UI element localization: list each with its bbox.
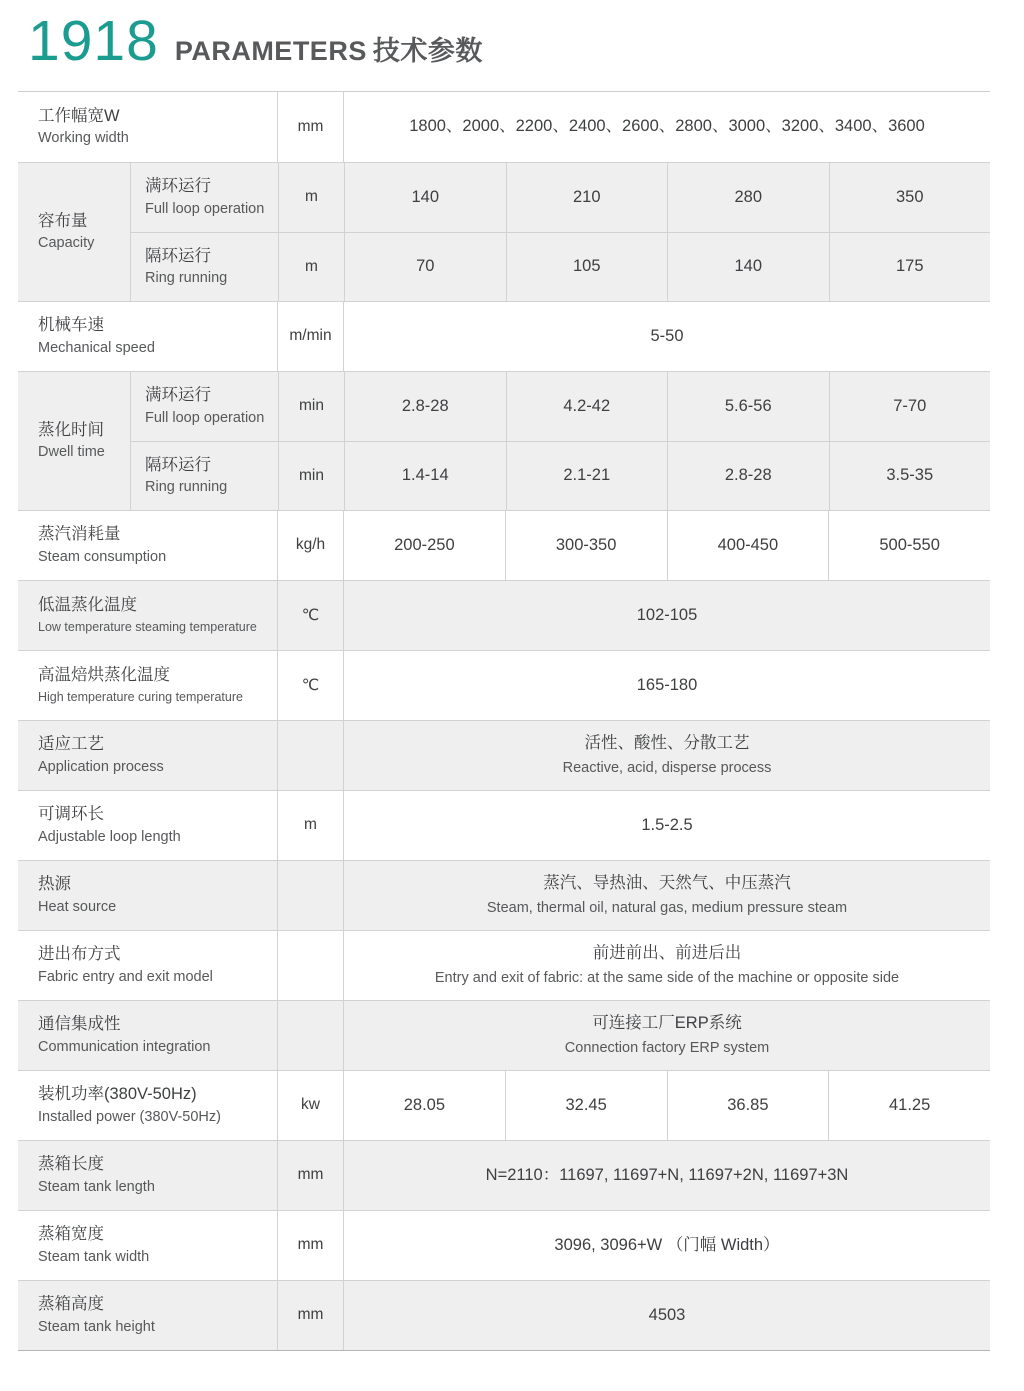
span-value-line1: 4503 xyxy=(648,1305,686,1324)
row-label-zh: 低温蒸化温度 xyxy=(38,596,137,615)
sub-row xyxy=(131,441,990,510)
unit-cell xyxy=(277,931,343,1000)
value-cell: 140 xyxy=(667,233,829,301)
unit-cell: mm xyxy=(277,92,343,162)
value-cell: 1.4-14 xyxy=(344,442,506,510)
table-row xyxy=(18,92,990,162)
span-value-line1: 1.5-2.5 xyxy=(641,815,693,834)
sub-rows xyxy=(130,163,990,301)
row-label-en: Installed power (380V-50Hz) xyxy=(38,1108,221,1125)
row-label-zh: 蒸化时间 xyxy=(38,420,104,439)
row-label-en: Full loop operation xyxy=(145,200,265,217)
value-cell: 175 xyxy=(829,233,991,301)
sub-rows xyxy=(130,372,990,510)
row-label xyxy=(18,372,130,510)
span-value-cell xyxy=(343,1281,990,1350)
unit-cell: kw xyxy=(277,1071,343,1140)
value-cell: 350 xyxy=(829,163,991,232)
span-value-line2: Connection factory ERP system xyxy=(564,1040,770,1057)
row-label-en: Steam consumption xyxy=(38,548,167,565)
row-label-zh: 蒸箱宽度 xyxy=(38,1225,104,1244)
unit-cell: m/min xyxy=(277,302,343,371)
table-row xyxy=(18,720,990,790)
span-value-line2: Steam, thermal oil, natural gas, medium pressure steam xyxy=(486,900,848,917)
sub-row xyxy=(131,372,990,441)
row-label-en: Full loop operation xyxy=(145,409,265,426)
span-value-line1: 3096, 3096+W （门幅 Width） xyxy=(554,1235,780,1254)
value-cell: 500-550 xyxy=(828,511,990,580)
row-label xyxy=(18,511,277,580)
span-value-cell xyxy=(343,791,990,860)
span-value-line1: 1800、2000、2200、2400、2600、2800、3000、3200、3400、3600 xyxy=(409,117,925,136)
page-title xyxy=(175,29,483,68)
span-value-line1: 5-50 xyxy=(650,326,684,345)
table-row xyxy=(18,510,990,580)
value-cell: 2.8-28 xyxy=(667,442,829,510)
unit-cell xyxy=(277,1001,343,1070)
unit-cell: mm xyxy=(277,1141,343,1210)
value-cell: 300-350 xyxy=(505,511,667,580)
row-label-en: Steam tank width xyxy=(38,1248,150,1265)
unit-cell xyxy=(277,721,343,790)
row-label-zh: 蒸箱长度 xyxy=(38,1155,104,1174)
unit-cell: kg/h xyxy=(277,511,343,580)
span-value-cell xyxy=(343,302,990,371)
row-label-zh: 通信集成性 xyxy=(38,1015,121,1034)
row-label-en: Ring running xyxy=(145,479,228,496)
page-header xyxy=(18,10,990,73)
row-label xyxy=(131,163,278,232)
unit-cell: m xyxy=(277,791,343,860)
row-label xyxy=(18,1001,277,1070)
row-label-en: High temperature curing temperature xyxy=(38,690,243,704)
span-value-cell xyxy=(343,92,990,162)
row-label xyxy=(18,1281,277,1350)
value-cell: 140 xyxy=(344,163,506,232)
unit-cell: mm xyxy=(277,1211,343,1280)
row-label-zh: 高温焙烘蒸化温度 xyxy=(38,666,170,685)
unit-cell: min xyxy=(278,442,344,510)
row-label-zh: 容布量 xyxy=(38,211,88,230)
span-value-cell xyxy=(343,1141,990,1210)
row-label-zh: 装机功率(380V-50Hz) xyxy=(38,1085,197,1104)
row-label xyxy=(131,442,278,510)
row-label xyxy=(131,372,278,441)
row-label-en: Capacity xyxy=(38,235,95,252)
model-number: 1918 xyxy=(28,9,159,73)
span-value-line1: 可连接工厂ERP系统 xyxy=(592,1014,742,1033)
page-title-zh: 技术参数 xyxy=(372,36,483,66)
row-label-en: Fabric entry and exit model xyxy=(38,968,213,985)
row-label-en: Dwell time xyxy=(38,444,105,461)
span-value-line2: Reactive, acid, disperse process xyxy=(562,760,772,777)
span-value-line2: Entry and exit of fabric: at the same side of the machine or opposite side xyxy=(434,970,900,987)
row-label-zh: 进出布方式 xyxy=(38,945,121,964)
unit-cell: mm xyxy=(277,1281,343,1350)
row-label xyxy=(18,163,130,301)
row-label xyxy=(18,302,277,371)
span-value-cell xyxy=(343,651,990,720)
row-label-en: Adjustable loop length xyxy=(38,828,181,845)
value-cell: 3.5-35 xyxy=(829,442,991,510)
row-label-en: Communication integration xyxy=(38,1038,211,1055)
row-label-en: Ring running xyxy=(145,270,228,287)
unit-cell: min xyxy=(278,372,344,441)
table-row xyxy=(18,1000,990,1070)
row-label xyxy=(18,861,277,930)
row-label xyxy=(18,1071,277,1140)
table-row xyxy=(18,371,990,510)
unit-cell xyxy=(277,861,343,930)
table-row xyxy=(18,301,990,371)
value-cell: 4.2-42 xyxy=(506,372,668,441)
value-cell: 2.8-28 xyxy=(344,372,506,441)
row-label-zh: 隔环运行 xyxy=(145,246,211,265)
span-value-cell xyxy=(343,861,990,930)
row-label-zh: 满环运行 xyxy=(145,177,211,196)
value-cell: 36.85 xyxy=(667,1071,829,1140)
row-label-en: Steam tank height xyxy=(38,1318,155,1335)
row-label xyxy=(18,92,277,162)
value-cell: 280 xyxy=(667,163,829,232)
row-label-zh: 工作幅宽W xyxy=(38,106,120,125)
row-label xyxy=(18,1211,277,1280)
span-value-line1: N=2110：11697, 11697+N, 11697+2N, 11697+3N xyxy=(485,1165,849,1184)
value-cell: 5.6-56 xyxy=(667,372,829,441)
value-cell: 200-250 xyxy=(343,511,505,580)
span-value-line1: 前进前出、前进后出 xyxy=(592,944,742,963)
table-row xyxy=(18,580,990,650)
span-value-line1: 活性、酸性、分散工艺 xyxy=(584,734,750,753)
sub-row xyxy=(131,163,990,232)
unit-cell: m xyxy=(278,163,344,232)
row-label xyxy=(18,721,277,790)
row-label-zh: 机械车速 xyxy=(38,316,104,335)
span-value-cell xyxy=(343,1001,990,1070)
value-cell: 32.45 xyxy=(505,1071,667,1140)
table-row xyxy=(18,790,990,860)
page-title-en: PARAMETERS xyxy=(174,36,367,66)
sub-row xyxy=(131,232,990,301)
table-row xyxy=(18,1140,990,1210)
row-label-zh: 可调环长 xyxy=(38,805,104,824)
parameters-table xyxy=(18,91,990,1351)
value-cell: 105 xyxy=(506,233,668,301)
table-row xyxy=(18,1280,990,1350)
value-cell: 41.25 xyxy=(828,1071,990,1140)
row-label-en: Working width xyxy=(38,130,129,147)
row-label xyxy=(18,931,277,1000)
row-label-zh: 适应工艺 xyxy=(38,735,104,754)
table-row xyxy=(18,650,990,720)
row-label xyxy=(131,233,278,301)
value-cell: 7-70 xyxy=(829,372,991,441)
row-label-zh: 热源 xyxy=(38,875,71,894)
span-value-line1: 102-105 xyxy=(636,605,698,624)
span-value-cell xyxy=(343,931,990,1000)
row-label-en: Mechanical speed xyxy=(38,339,155,356)
row-label-en: Steam tank length xyxy=(38,1178,155,1195)
value-cell: 28.05 xyxy=(343,1071,505,1140)
row-label-zh: 蒸箱高度 xyxy=(38,1295,104,1314)
row-label-en: Low temperature steaming temperature xyxy=(38,620,257,634)
row-label xyxy=(18,581,277,650)
row-label-zh: 隔环运行 xyxy=(145,455,211,474)
unit-cell: ℃ xyxy=(277,581,343,650)
row-label xyxy=(18,651,277,720)
table-row xyxy=(18,1070,990,1140)
value-cell: 70 xyxy=(344,233,506,301)
table-row xyxy=(18,1210,990,1280)
value-cell: 2.1-21 xyxy=(506,442,668,510)
value-cell: 400-450 xyxy=(667,511,829,580)
row-label xyxy=(18,1141,277,1210)
span-value-cell xyxy=(343,721,990,790)
row-label-zh: 蒸汽消耗量 xyxy=(38,525,121,544)
row-label-en: Application process xyxy=(38,758,164,775)
span-value-cell xyxy=(343,581,990,650)
row-label-zh: 满环运行 xyxy=(145,386,211,405)
unit-cell: m xyxy=(278,233,344,301)
row-label xyxy=(18,791,277,860)
span-value-cell xyxy=(343,1211,990,1280)
table-row xyxy=(18,162,990,301)
span-value-line1: 165-180 xyxy=(636,675,698,694)
span-value-line1: 蒸汽、导热油、天然气、中压蒸汽 xyxy=(543,874,791,893)
row-label-en: Heat source xyxy=(38,898,117,915)
unit-cell: ℃ xyxy=(277,651,343,720)
table-row xyxy=(18,860,990,930)
table-row xyxy=(18,930,990,1000)
value-cell: 210 xyxy=(506,163,668,232)
